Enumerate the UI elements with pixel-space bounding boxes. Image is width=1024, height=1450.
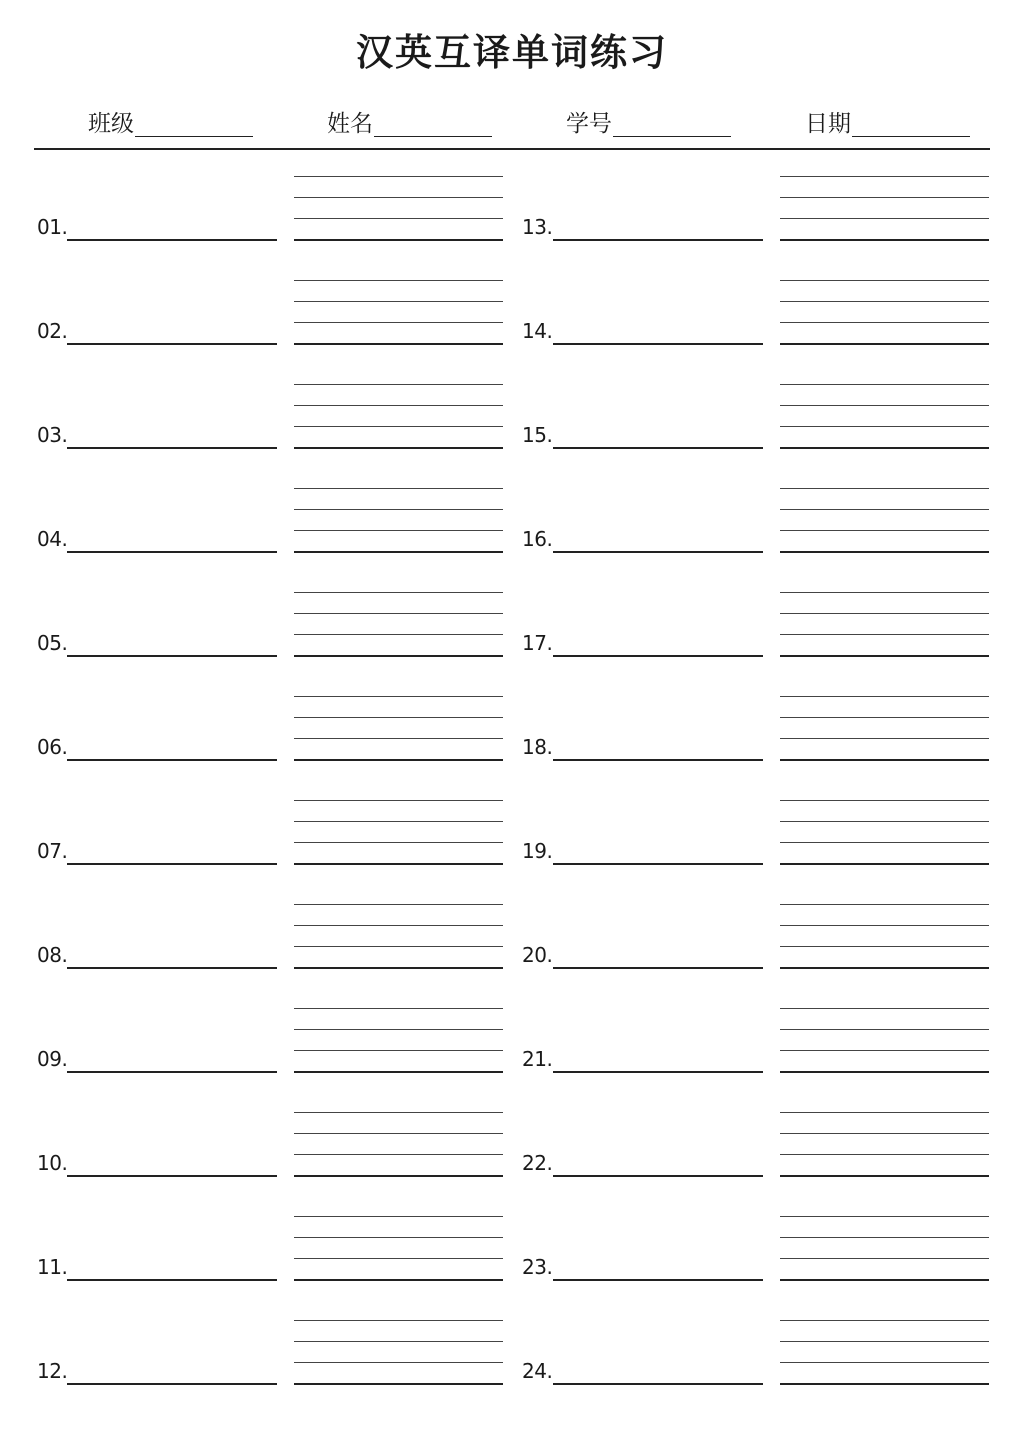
handwriting-guide-line [294, 863, 503, 865]
handwriting-guide-line [780, 1279, 989, 1281]
handwriting-guide-line [294, 759, 503, 761]
handwriting-guide-line [294, 821, 503, 822]
handwriting-guide-line [294, 1071, 503, 1073]
word-answer-line[interactable] [67, 655, 277, 657]
handwriting-guide-line [294, 405, 503, 406]
entry-number: 04. [37, 527, 68, 551]
class-label: 班级 [88, 111, 134, 137]
entry-number: 20. [522, 943, 553, 967]
handwriting-guide-line [294, 509, 503, 510]
handwriting-guide-line [294, 1029, 503, 1030]
handwriting-guide-line [780, 696, 989, 697]
entry-number: 08. [37, 943, 68, 967]
worksheet-title: 汉英互译单词练习 [356, 31, 668, 74]
entry-number: 11. [37, 1255, 68, 1279]
entry-number: 23. [522, 1255, 553, 1279]
handwriting-guide-line [780, 1258, 989, 1259]
handwriting-guide-line [294, 1279, 503, 1281]
handwriting-guide-line [780, 1029, 989, 1030]
handwriting-guide-line [780, 613, 989, 614]
handwriting-guide-line [780, 800, 989, 801]
handwriting-guide-line [780, 738, 989, 739]
handwriting-guide-line [294, 613, 503, 614]
handwriting-guide-line [780, 384, 989, 385]
handwriting-guide-line [780, 655, 989, 657]
entry-number: 06. [37, 735, 68, 759]
handwriting-guide-line [780, 488, 989, 489]
handwriting-guide-line [780, 1341, 989, 1342]
handwriting-guide-line [780, 197, 989, 198]
word-answer-line[interactable] [67, 1175, 277, 1177]
handwriting-guide-line [780, 1383, 989, 1385]
entry-number: 24. [522, 1359, 553, 1383]
handwriting-guide-line [294, 218, 503, 219]
handwriting-guide-line [294, 592, 503, 593]
handwriting-guide-line [294, 1112, 503, 1113]
entry-number: 10. [37, 1151, 68, 1175]
handwriting-guide-line [780, 592, 989, 593]
handwriting-guide-line [294, 946, 503, 947]
handwriting-guide-line [294, 488, 503, 489]
word-answer-line[interactable] [553, 1175, 763, 1177]
word-answer-line[interactable] [553, 343, 763, 345]
name-label: 姓名 [327, 111, 373, 137]
word-answer-line[interactable] [67, 1279, 277, 1281]
word-answer-line[interactable] [67, 759, 277, 761]
handwriting-guide-line [780, 322, 989, 323]
class-field[interactable] [88, 104, 253, 140]
word-answer-line[interactable] [67, 1383, 277, 1385]
entry-number: 13. [522, 215, 553, 239]
handwriting-guide-line [780, 634, 989, 635]
handwriting-guide-line [294, 904, 503, 905]
header-divider [34, 148, 990, 150]
handwriting-guide-line [780, 405, 989, 406]
word-answer-line[interactable] [67, 239, 277, 241]
handwriting-guide-line [780, 1175, 989, 1177]
word-answer-line[interactable] [553, 863, 763, 865]
handwriting-guide-line [780, 1216, 989, 1217]
entry-number: 09. [37, 1047, 68, 1071]
handwriting-guide-line [780, 925, 989, 926]
handwriting-guide-line [294, 280, 503, 281]
handwriting-guide-line [294, 239, 503, 241]
entry-number: 19. [522, 839, 553, 863]
handwriting-guide-line [780, 509, 989, 510]
entry-number: 01. [37, 215, 68, 239]
handwriting-guide-line [294, 343, 503, 345]
handwriting-guide-line [294, 925, 503, 926]
handwriting-guide-line [294, 1050, 503, 1051]
handwriting-guide-line [780, 1112, 989, 1113]
handwriting-guide-line [294, 800, 503, 801]
handwriting-guide-line [780, 447, 989, 449]
word-answer-line[interactable] [67, 863, 277, 865]
word-answer-line[interactable] [553, 551, 763, 553]
handwriting-guide-line [780, 904, 989, 905]
word-answer-line[interactable] [67, 967, 277, 969]
handwriting-guide-line [780, 530, 989, 531]
handwriting-guide-line [780, 1237, 989, 1238]
handwriting-guide-line [294, 1008, 503, 1009]
word-answer-line[interactable] [67, 343, 277, 345]
word-answer-line[interactable] [67, 1071, 277, 1073]
handwriting-guide-line [294, 738, 503, 739]
handwriting-guide-line [780, 717, 989, 718]
handwriting-guide-line [294, 1362, 503, 1363]
handwriting-guide-line [294, 1154, 503, 1155]
handwriting-guide-line [294, 384, 503, 385]
handwriting-guide-line [294, 176, 503, 177]
entry-number: 15. [522, 423, 553, 447]
handwriting-guide-line [780, 239, 989, 241]
word-answer-line[interactable] [553, 967, 763, 969]
word-answer-line[interactable] [553, 239, 763, 241]
handwriting-guide-line [780, 551, 989, 553]
handwriting-guide-line [294, 426, 503, 427]
handwriting-guide-line [294, 197, 503, 198]
date-label: 日期 [805, 111, 851, 137]
handwriting-guide-line [294, 634, 503, 635]
entry-number: 07. [37, 839, 68, 863]
handwriting-guide-line [780, 967, 989, 969]
handwriting-guide-line [294, 717, 503, 718]
handwriting-guide-line [294, 1383, 503, 1385]
handwriting-guide-line [780, 280, 989, 281]
handwriting-guide-line [780, 759, 989, 761]
class-blank-line[interactable] [135, 136, 253, 137]
handwriting-guide-line [294, 1341, 503, 1342]
handwriting-guide-line [780, 1050, 989, 1051]
handwriting-guide-line [780, 426, 989, 427]
word-answer-line[interactable] [553, 447, 763, 449]
handwriting-guide-line [294, 301, 503, 302]
handwriting-guide-line [780, 218, 989, 219]
handwriting-guide-line [780, 821, 989, 822]
handwriting-guide-line [780, 176, 989, 177]
handwriting-guide-line [294, 1175, 503, 1177]
handwriting-guide-line [294, 447, 503, 449]
entry-number: 22. [522, 1151, 553, 1175]
entry-number: 14. [522, 319, 553, 343]
handwriting-guide-line [294, 967, 503, 969]
word-answer-line[interactable] [553, 655, 763, 657]
handwriting-guide-line [294, 530, 503, 531]
entry-number: 02. [37, 319, 68, 343]
word-answer-line[interactable] [67, 447, 277, 449]
entry-number: 03. [37, 423, 68, 447]
word-answer-line[interactable] [67, 551, 277, 553]
student-id-field[interactable] [566, 104, 731, 140]
handwriting-guide-line [294, 1237, 503, 1238]
handwriting-guide-line [294, 1320, 503, 1321]
handwriting-guide-line [294, 322, 503, 323]
student-id-blank-line[interactable] [613, 136, 731, 137]
handwriting-guide-line [294, 551, 503, 553]
handwriting-guide-line [294, 1258, 503, 1259]
handwriting-guide-line [780, 842, 989, 843]
date-blank-line[interactable] [852, 136, 970, 137]
handwriting-guide-line [294, 1216, 503, 1217]
date-field[interactable] [805, 104, 970, 140]
entry-number: 21. [522, 1047, 553, 1071]
word-answer-line[interactable] [553, 1383, 763, 1385]
handwriting-guide-line [780, 1154, 989, 1155]
entry-number: 17. [522, 631, 553, 655]
handwriting-guide-line [294, 655, 503, 657]
handwriting-guide-line [780, 1362, 989, 1363]
handwriting-guide-line [780, 863, 989, 865]
handwriting-guide-line [780, 946, 989, 947]
entry-number: 12. [37, 1359, 68, 1383]
handwriting-guide-line [780, 1071, 989, 1073]
handwriting-guide-line [780, 343, 989, 345]
handwriting-guide-line [780, 1133, 989, 1134]
name-blank-line[interactable] [374, 136, 492, 137]
word-answer-line[interactable] [553, 1279, 763, 1281]
word-answer-line[interactable] [553, 759, 763, 761]
handwriting-guide-line [294, 696, 503, 697]
handwriting-guide-line [294, 842, 503, 843]
entry-number: 18. [522, 735, 553, 759]
entry-number: 05. [37, 631, 68, 655]
entry-number: 16. [522, 527, 553, 551]
word-answer-line[interactable] [553, 1071, 763, 1073]
handwriting-guide-line [780, 301, 989, 302]
handwriting-guide-line [294, 1133, 503, 1134]
name-field[interactable] [327, 104, 492, 140]
student-id-label: 学号 [566, 111, 612, 137]
handwriting-guide-line [780, 1008, 989, 1009]
handwriting-guide-line [780, 1320, 989, 1321]
